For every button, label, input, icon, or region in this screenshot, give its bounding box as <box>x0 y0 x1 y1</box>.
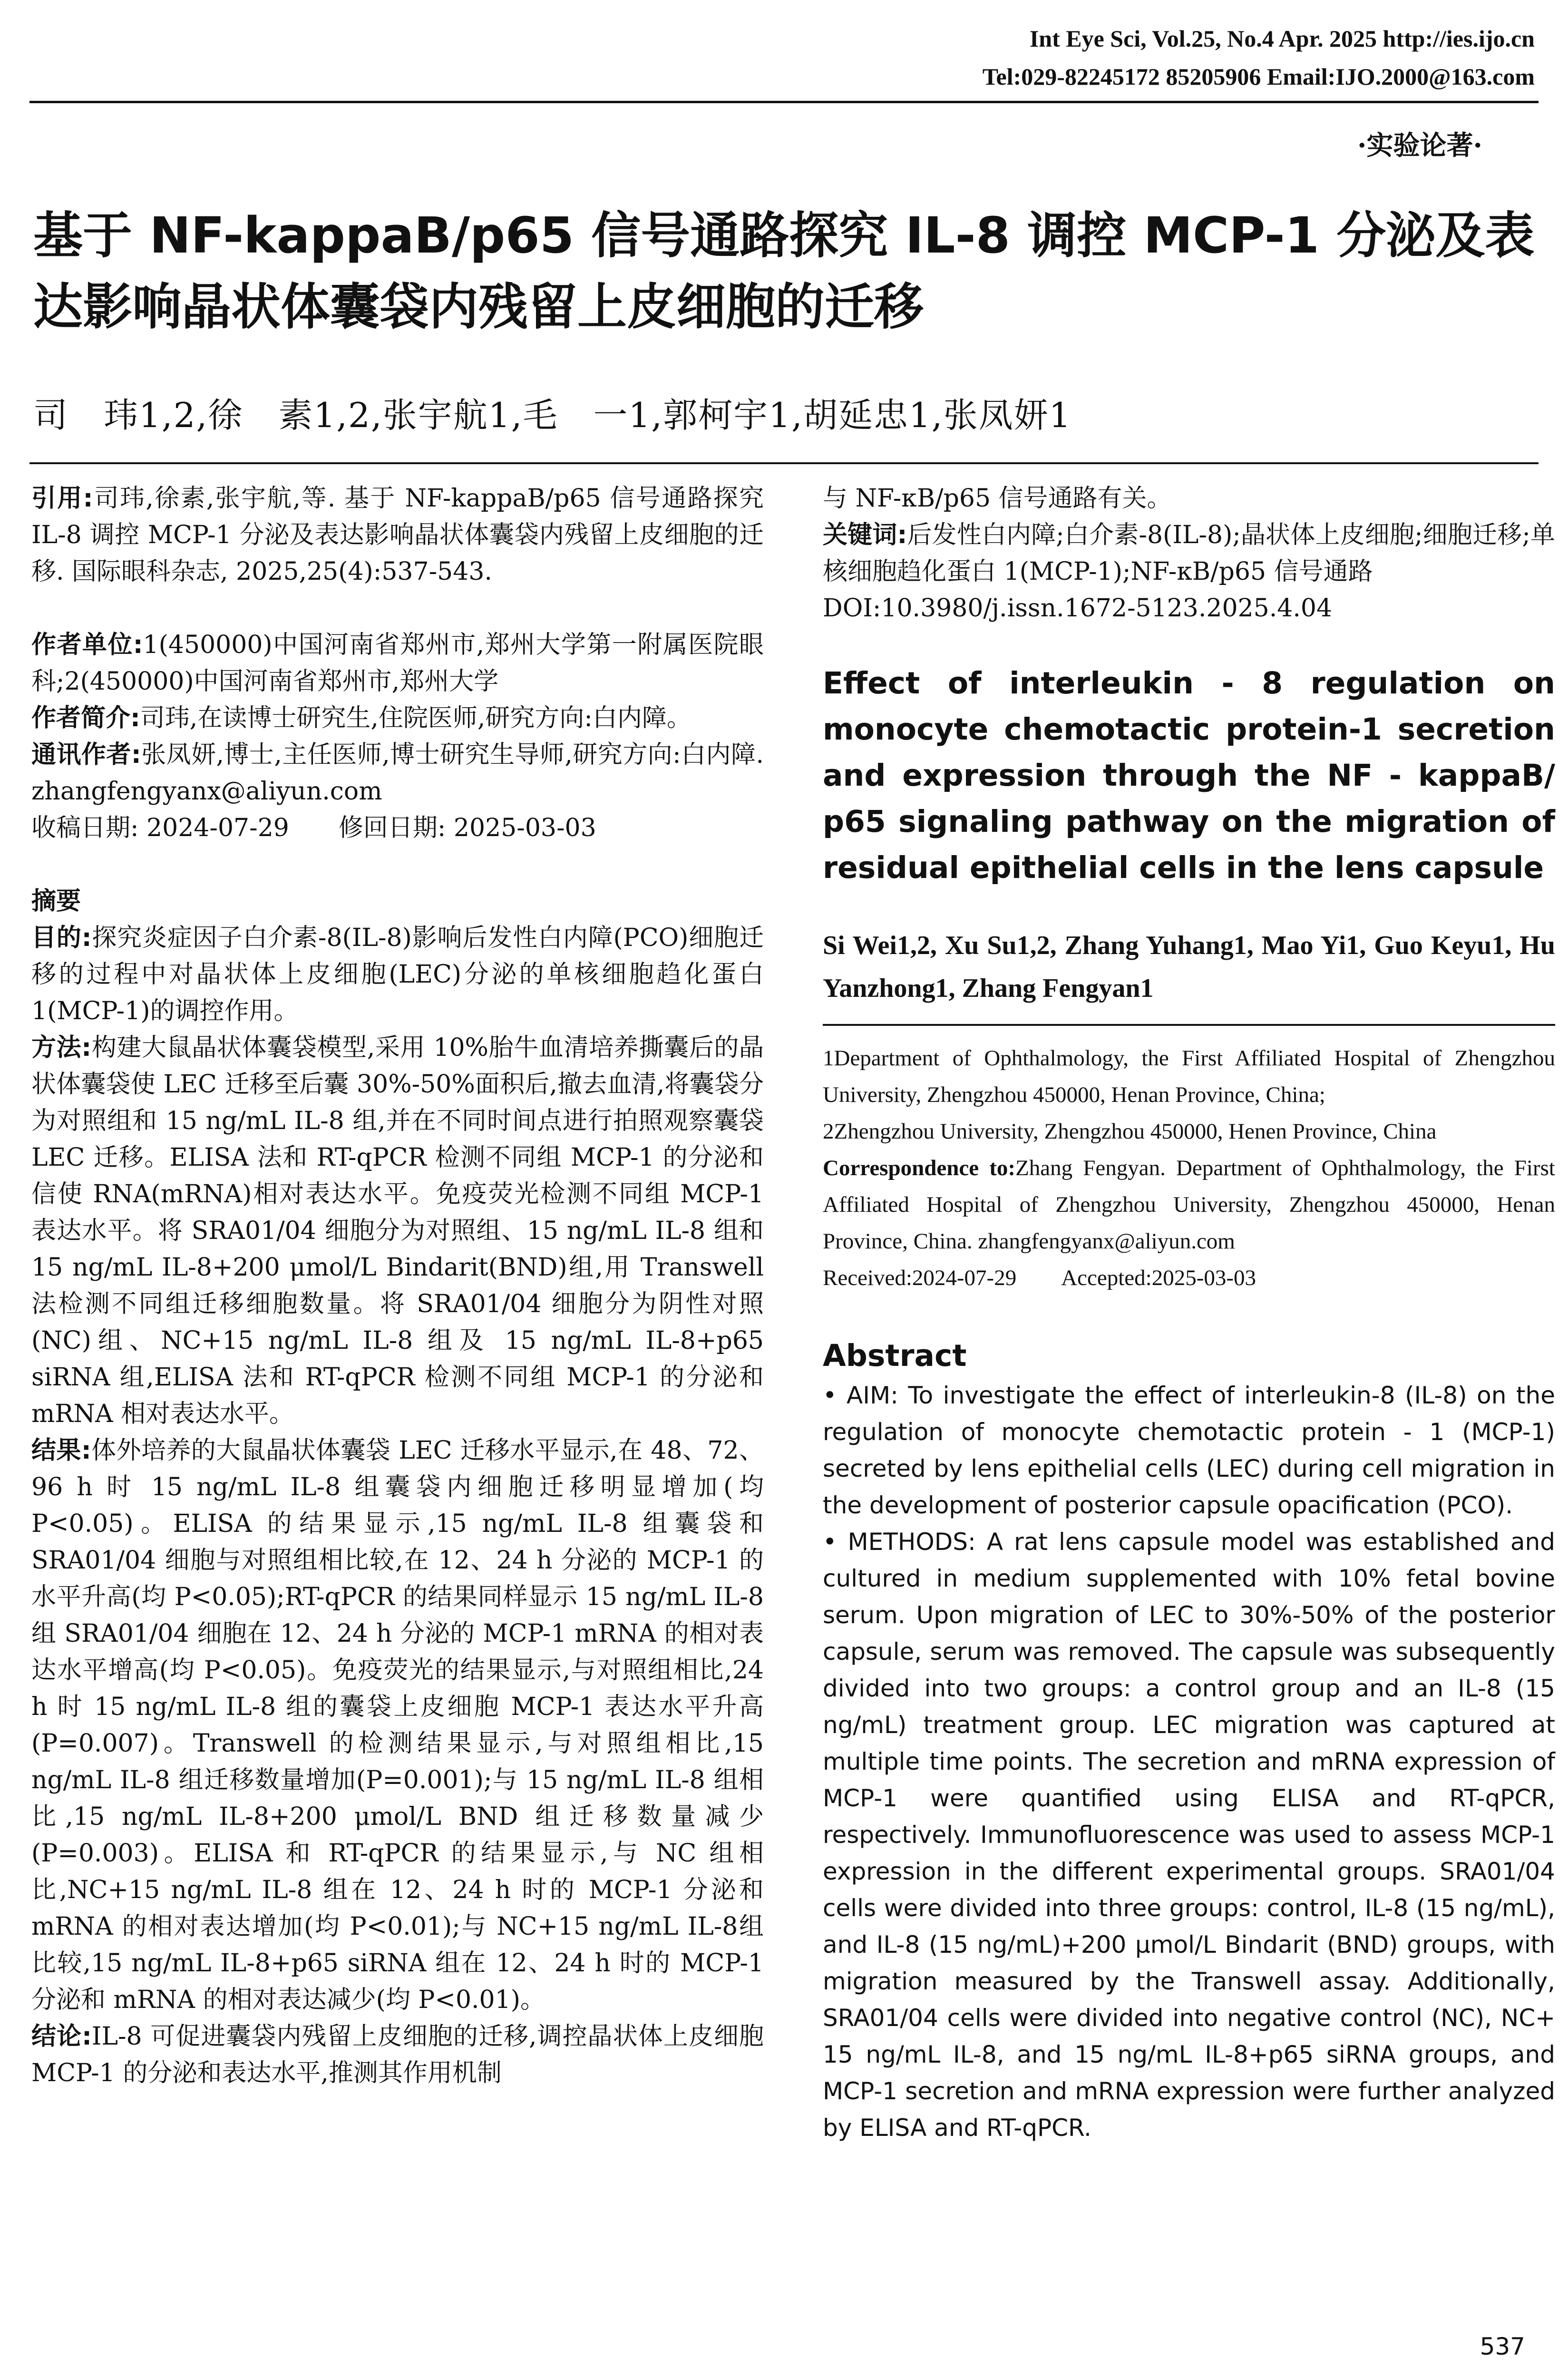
affiliation-text: 1(450000)中国河南省郑州市,郑州大学第一附属医院眼科;2(450000)中国河南省郑州市,郑州大学 <box>31 631 764 696</box>
bio-label: 作者简介: <box>31 704 140 732</box>
results-label: 结果: <box>31 1436 91 1465</box>
section-label: ·实验论著· <box>1357 130 1482 161</box>
authors-rule <box>29 462 1539 464</box>
dates-en: Received:2024-07-29 Accepted:2025-03-03 <box>823 1266 1256 1290</box>
conclusion-cn <box>31 2018 764 2092</box>
doi: DOI:10.3980/j.issn.1672-5123.2025.4.04 <box>823 594 1333 623</box>
corr-text: 张凤妍,博士,主任医师,博士研究生导师,研究方向:白内障. zhangfengyanx@aliyun.com <box>31 740 764 806</box>
conclusion-cont: 与 NF-κB/p65 信号通路有关。 <box>823 484 1172 513</box>
keywords-label: 关键词: <box>823 521 907 549</box>
conclusion-label: 结论: <box>31 2022 92 2051</box>
correspondence-label: Correspondence to: <box>823 1156 1016 1180</box>
methods-label: 方法: <box>31 1033 92 1062</box>
page-number: 537 <box>1480 2333 1525 2360</box>
abstract-head-cn: 摘要 <box>31 887 81 916</box>
objective-label: 目的: <box>31 924 92 952</box>
article-title-cn: 基于 NF-kappaB/p65 信号通路探究 IL-8 调控 MCP-1 分泌及表达影响晶状体囊袋内残留上皮细胞的迁移 <box>33 206 1535 336</box>
objective-text: 探究炎症因子白介素-8(IL-8)影响后发性白内障(PCO)细胞迁移的过程中对晶状体上皮细胞(LEC)分泌的单核细胞趋化蛋白 1(MCP-1)的调控作用。 <box>31 924 764 1025</box>
header-rule <box>29 101 1539 103</box>
authors-cn: 司 玮1,2,徐 素1,2,张宇航1,毛 一1,郭柯宇1,胡延忠1,张凤妍1 <box>33 395 1072 435</box>
methods-cn <box>31 1030 764 1432</box>
affiliation-en-1: 1Department of Ophthalmology, the First Affiliated Hospital of Zhengzhou University, Zhengzhou 450000, Henan Province, China; <box>823 1046 1555 1107</box>
bio-text: 司玮,在读博士研究生,住院医师,研究方向:白内障。 <box>140 704 691 732</box>
article-title-en: Effect of interleukin - 8 regulation on monocyte chemotactic protein-1 secretion and expression through the NF - kappaB/ p65 signaling pathway on the migration of residual epithelial cells in the lens capsule <box>823 666 1555 885</box>
right-column <box>823 480 1555 2146</box>
keywords-text: 后发性白内障;白介素-8(IL-8);晶状体上皮细胞;细胞迁移;单核细胞趋化蛋白 1(MCP-1);NF-κB/p65 信号通路 <box>823 521 1555 586</box>
authors-en: Si Wei1,2, Xu Su1,2, Zhang Yuhang1, Mao Yi1, Guo Keyu1, Hu Yanzhong1, Zhang Fengyan1 <box>823 931 1555 1003</box>
journal-header-line2: Tel:029-82245172 85205906 Email:IJO.2000@163.com <box>982 63 1535 90</box>
results-cn <box>31 1432 764 2018</box>
left-column <box>31 480 764 2092</box>
abstract-head-en: Abstract <box>823 1338 967 1373</box>
citation-text: 司玮,徐素,张宇航,等. 基于 NF-kappaB/p65 信号通路探究 IL-8 调控 MCP-1 分泌及表达影响晶状体囊袋内残留上皮细胞的迁移. 国际眼科杂志, 2025,25(4):537-543. <box>31 484 764 586</box>
journal-header-line1: Int Eye Sci, Vol.25, No.4 Apr. 2025 http://ies.ijo.cn <box>1029 25 1535 52</box>
citation <box>31 480 764 590</box>
abstract-aim: • AIM: To investigate the effect of interleukin-8 (IL-8) on the regulation of monocyte chemotactic protein - 1 (MCP-1) secreted by lens epithelial cells (LEC) during cell migration in the development of posterior capsule opacification (PCO). <box>823 1382 1555 1519</box>
affiliations-en <box>823 1024 1555 1296</box>
affiliation-label: 作者单位: <box>31 631 143 659</box>
author-bio <box>31 700 764 737</box>
abstract-methods: • METHODS: A rat lens capsule model was established and cultured in medium supplemented with 10% fetal bovine serum. Upon migration of LEC to 30%-50% of the posterior capsule, serum was removed. The capsule was subsequently divided into two groups: a control group and an IL-8 (15 ng/mL) treatment group. LEC migration was captured at multiple time points. The secretion and mRNA expression of MCP-1 were quantified using ELISA and RT-qPCR, respectively. Immunofluorescence was used to assess MCP-1 expression in the different experimental groups. SRA01/04 cells were divided into three groups: control, IL-8 (15 ng/mL), and IL-8 (15 ng/mL)+200 μmol/L Bindarit (BND) groups, with migration measured by the Transwell assay. Additionally, SRA01/04 cells were divided into negative control (NC), NC+ 15 ng/mL IL-8, and 15 ng/mL IL-8+p65 siRNA groups, and MCP-1 secretion and mRNA expression were further analyzed by ELISA and RT-qPCR. <box>823 1528 1555 2142</box>
corresponding-author <box>31 737 764 810</box>
citation-label: 引用: <box>31 484 93 513</box>
conclusion-text: IL-8 可促进囊袋内残留上皮细胞的迁移,调控晶状体上皮细胞 MCP-1 的分泌和表达水平,推测其作用机制 <box>31 2022 764 2087</box>
dates-cn: 收稿日期: 2024-07-29 修回日期: 2025-03-03 <box>31 814 596 842</box>
methods-text: 构建大鼠晶状体囊袋模型,采用 10%胎牛血清培养撕囊后的晶状体囊袋使 LEC 迁移至后囊 30%-50%面积后,撤去血清,将囊袋分为对照组和 15 ng/mL IL-8 组,并在不同时间点进行拍照观察囊袋 LEC 迁移。ELISA 法和 RT-qPCR 检测不同组 MCP-1 的分泌和信使 RNA(mRNA)相对表达水平。免疫荧光检测不同组 MCP-1 表达水平。将 SRA01/04 细胞分为对照组、15 ng/mL IL-8 组和 15 ng/mL IL-8+200 μmol/L Bindarit(BND)组,用 Transwell 法检测不同组迁移细胞数量。将 SRA01/04 细胞分为阴性对照(NC)组、NC+15 ng/mL IL-8 组及 15 ng/mL IL-8+p65 siRNA 组,ELISA 法和 RT-qPCR 检测不同组 MCP-1 的分泌和 mRNA 相对表达水平。 <box>31 1033 764 1428</box>
correspondence-en <box>823 1150 1555 1260</box>
correspondence-text: Zhang Fengyan. Department of Ophthalmology, the First Affiliated Hospital of Zhengzhou University, Zhengzhou 450000, Henan Province, China. zhangfengyanx@aliyun.com <box>823 1156 1555 1254</box>
affiliation-en-2: 2Zhengzhou University, Zhengzhou 450000, Henen Province, China <box>823 1119 1437 1144</box>
keywords <box>823 517 1555 590</box>
results-text: 体外培养的大鼠晶状体囊袋 LEC 迁移水平显示,在 48、72、96 h 时 15 ng/mL IL-8 组囊袋内细胞迁移明显增加(均 P<0.05)。ELISA 的结果显示,15 ng/mL IL-8 组囊袋和 SRA01/04 细胞与对照组相比较,在 12、24 h 分泌的 MCP-1 的水平升高(均 P<0.05);RT-qPCR 的结果同样显示 15 ng/mL IL-8 组 SRA01/04 细胞在 12、24 h 分泌的 MCP-1 mRNA 的相对表达水平增高(均 P<0.05)。免疫荧光的结果显示,与对照组相比,24 h 时 15 ng/mL IL-8 组的囊袋上皮细胞 MCP-1 表达水平升高(P=0.007)。Transwell 的检测结果显示,与对照组相比,15 ng/mL IL-8 组迁移数量增加(P=0.001);与 15 ng/mL IL-8 组相比,15 ng/mL IL-8+200 μmol/L BND 组迁移数量减少(P=0.003)。ELISA 和 RT-qPCR 的结果显示,与 NC 组相比,NC+15 ng/mL IL-8 组在 12、24 h 时的 MCP-1 分泌和 mRNA 的相对表达增加(均 P<0.01);与 NC+15 ng/mL IL-8组比较,15 ng/mL IL-8+p65 siRNA 组在 12、24 h 时的 MCP-1 分泌和 mRNA 的相对表达减少(均 P<0.01)。 <box>31 1436 764 2014</box>
affiliation <box>31 627 764 700</box>
objective <box>31 920 764 1030</box>
corr-label: 通讯作者: <box>31 740 141 769</box>
